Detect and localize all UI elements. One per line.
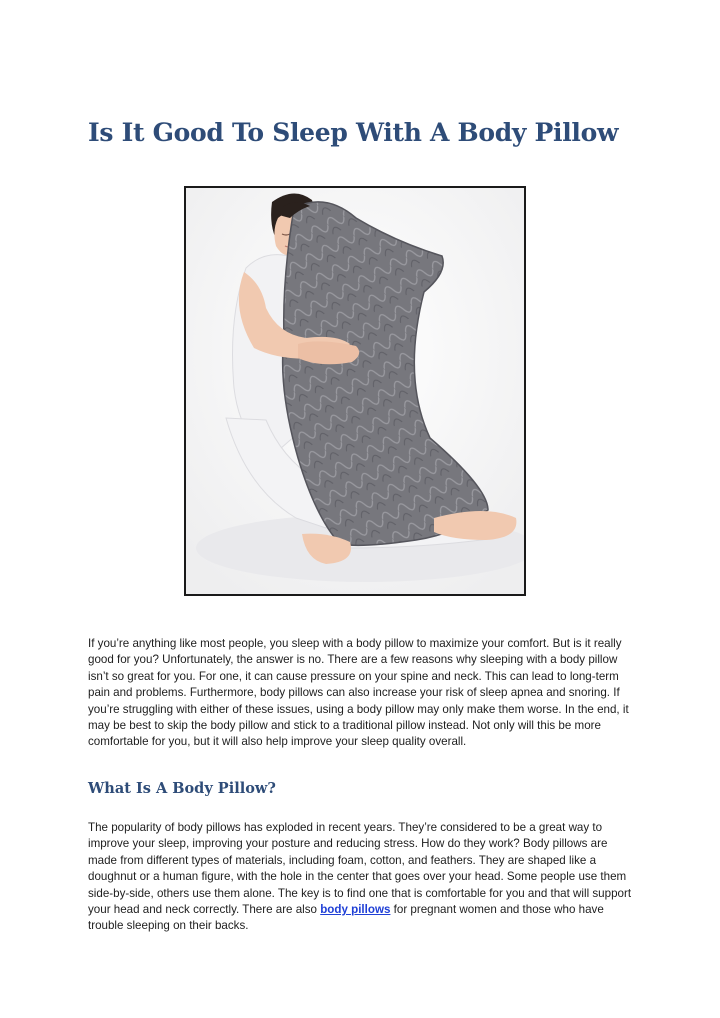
- intro-paragraph: If you’re anything like most people, you sleep with a body pillow to maximize your comfort. But is it really good for you? Unfortunately, the answer is no. There are a few reasons why sleeping with a body pillow isn’t so great for you. For one, it can cause pressure on your spine and neck. This can lead to long-term pain and problems. Furthermore, body pillows can also increase your risk of sleep apnea and snoring. If you’re struggling with either of these issues, using a body pillow may only make them worse. In the end, it may be best to skip the body pillow and stick to a traditional pillow instead. Not only will this be more comfortable for you, but it will also help improve your sleep quality overall.: [88, 637, 629, 749]
- body-pillows-link[interactable]: body pillows: [320, 903, 391, 917]
- article-image: [184, 186, 526, 596]
- section-text-before-link: The popularity of body pillows has exploded in recent years. They’re considered to be a great way to improve your sleep, improving your posture and reducing stress. How do they work? Body pillows are made from different types of materials, including foam, cotton, and feathers. They are shaped like a doughnut or a human figure, with the hole in the center that goes over your head. Some people use them side-by-side, others use them alone. The key is to find one that is comfortable for you and that will support your head and neck correctly. There are also: [88, 821, 632, 917]
- body-pillow-illustration: [186, 188, 524, 594]
- section-text-after-link: for pregnant women and those who have trouble sleeping on their backs.: [88, 903, 604, 933]
- article-title: Is It Good To Sleep With A Body Pillow: [88, 118, 619, 147]
- section-heading: What Is A Body Pillow?: [88, 780, 276, 797]
- section-paragraph: [88, 820, 636, 935]
